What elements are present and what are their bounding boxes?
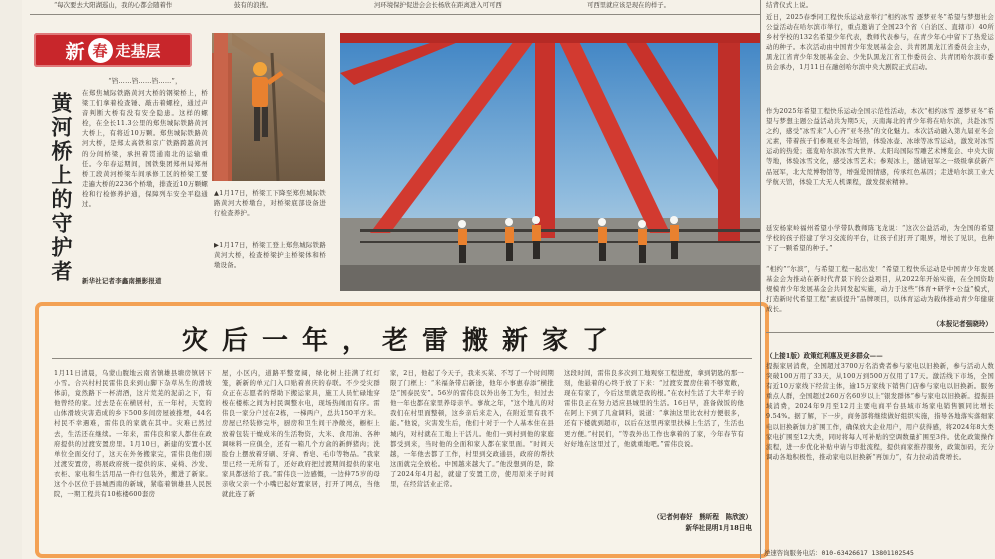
photo-caption-1: ▲1月17日，桥梁工下降至郑焦城际铁路黄河大桥墩台，对桥梁底部设备进行检查养护。 — [214, 189, 326, 218]
right-section-divider — [766, 332, 994, 333]
right-para-4: “相约”“尔滨”，与希望工程一起出发！”希望工程快乐运动是中国青少年发展基金会为推动在新时代背景下的公益项目，从2022年开始实施，在全国资助规模青少年发展基金会共同发起实施，动力于这些“体育+研学+公益”模式，打造新时代希望工程“素质提升”品牌项目，以体育运动为载体推动青少年健康成长。 — [766, 265, 994, 314]
photo-caption-2: ▶1月17日，桥梁工登上郑焦城际铁路黄河大桥，检查桥梁护主桥梁体和桥墩设备。 — [214, 241, 326, 270]
footer-service-line: 逆速咨询服务电话：010-63426617 13801102545 — [764, 549, 914, 557]
main-headline: 灾后一年，老雷搬新家了 — [181, 326, 622, 356]
headline-divider — [52, 358, 752, 359]
story-col-3: 家，2日，他起了今天子，我来买菜、不写了一个时间期限了门框上：“米福条带启新途，他年小事惠春添”横批是“国泰民安”。56岁的雷伟良以外出务工为生，但过去他一年也都在家里养母亲羊。事故之年，“这个地儿的对我们在村里面整顿，这乡亲后来走入，在附近里有我不能。”他说，灾害发生后，他们十对于一个人基本住在县城内，对村就在工地上干活儿。他们一到村到他的家庭都受到来，当时他的全面和家人都在家里面。“时间天越，一年他去都了工作，村里到交政通县，政府的帮扶这面就完全放松。中国越来越大了。”他没想到的是，除了2024年4月起，就建了安置工房，使用原来子时间里，在经营活业正常。 — [390, 369, 554, 489]
right-column-rule — [760, 0, 761, 559]
feature-vertical-title: 黄河桥上的守护者 — [49, 92, 74, 284]
new-spring-banner — [34, 33, 192, 67]
right-para-2: 作为2025年希望工程快乐运动全国示范性活动，本次“相约冰雪 逐梦亚冬”希望与梦想主题公益活动共为期5天，天南海北的青少年将在哈尔滨，共赴冰雪之约，感受“冰雪来”人心齐“亚冬热”的文化魅力。本次活动融入第九届亚冬会元素，带着孩子们参观亚冬会场馆，体验冰壶、冰球等冰雪运动，激发对冰雪运动的热爱；逛览哈尔滨冰雪大世界、太阳岛国际雪雕艺术博览会、中央大街等地，体验冰雪文化，感受冰雪艺术；参观冰上，邀请冠军之一级级拿获新产品冠军，北大荒博物馆等，增强爱国情感，传承红色基因；走进哈尔滨工业大学航天馆，体验工大无人机课程，激发探索精神。 — [766, 107, 994, 186]
top-strip-col1: “每次要去大阳湖巡山，我的心都会随着作 — [54, 1, 173, 9]
right-top-line: 结背仪式上说。 — [766, 1, 813, 9]
right-para-1: 近日，2025春季同工程快乐运动意举行“相约冰雪 逐梦亚冬”希望与梦想社会公益活动在哈尔滨市举行，重点邀请了全国23个省（自治区、直辖市）40所乡村学校的132名希望少年代表，教师代表参与，在青少年心中留下了热爱运动的种子。本次活动由中国青少年发展基金会、共青团黑龙江省委员会主办，黑龙江省青少年发展基金会、少先队黑龙江省工作委员会、共青团哈尔滨市委员会承办，1月11日在融创哈尔滨中央大剧院正式启动。 — [766, 13, 994, 72]
red-bridge-photo — [340, 33, 760, 291]
top-strip-col4: 可西里就应该是现在的样子。 — [587, 1, 671, 9]
top-divider — [30, 14, 760, 15]
top-strip-col2: 鼓有的浪搜。 — [234, 1, 273, 9]
right-credit: （本报记者强晓玲） — [932, 320, 992, 328]
bridge-worker-photo — [212, 33, 325, 181]
newspaper-page — [22, 0, 995, 559]
feature-credit: 新华社记者李鑫南摄影报道 — [82, 277, 162, 285]
banner-char-chun: 春 — [88, 38, 113, 63]
story-col-1: 1月11日清晨，乌蒙山腹地云南省镇雄县塘房镇居下小雪。合兴村村民雷伟良来到山脚下杂草丛生的滑坡体前，竟然路下一杯清酒，这片荒芜的泥前之下，有他曾经的家。过去是在在横居村，五一年村，天宽的山体滑坡灾害造成的乡下500多间房屋被推埋，44名村民不幸遇难，雷伟良的家就在其中。灾难已然过去，生活还在继续。一年来，雷伟良和家人都住在政府提供的过渡安置房里。1月10日，新建的安置小区单位全面交付了，这天在外务搬家完，雷伟良他们别过渡安置房，将展政府统一提供的床、桌椅、沙发、衣柜、家电和生活用品一件行包装外，搬进了新家。这个小区位于县城西南的新城，紧临着镇雄县人民医院，一期工程共有10栋楼600套房 — [54, 369, 212, 499]
banner-char-xin: 新 — [65, 40, 85, 63]
feature-body: 在郑焦城际铁路黄河大桥的钢梁桥上，桥梁工们拿着检查锤、敲击着螺栓，通过声音判断大桥有没有安全隐患。这样的螺栓，在全长11.3公里的郑焦城际铁路黄河大桥上，有将近10万颗。郑焦城际铁路黄河大桥，是郑太高铁和京广铁路跨越黄河的分间桥梁，承担着贯通南北的运输重任。今年春运期间，国铁集团郑州局郑州桥工段黄河桥梁车间承修工区的桥梁工要走遍大桥的2236个桥墩，排查近10万颗螺栓和行检修养护通，保障列车安全平稳通过。 — [82, 89, 208, 209]
right-lower-body: 提振家居消费，全国超过3700万名消费者参与家电以旧换新，参与活动人数突破100万用了33天，从100万到500万仅用了17天。激活线下市场，全国有近10万家线下经营主体，逾15万家线下销售门店参与家电以旧换新。服务重点人群，全国超过260万名60岁以上“银发群体”参与家电以旧换新。提振县域消费，2024年9月至12月主要电商平台县域市场家电销售额同比增长9.54%。据了解，下一步，商务部将继续做好组织实施，指导各地落实落细家电以旧换新加力扩围工作，确保放大企业用户，用户获得感，将2024年8大类家电扩围至12大类，同时将每人可补贴的空调数量扩围至3件。优化政策操作流程，进一步优化补贴申请与审批流程，提供商家推荐服务，政策加码，充分调动各地积极性，推动家电以旧换新“再加力”，有力拉动消费增长。 — [766, 362, 994, 461]
right-lower-headline: （上接1版）政策红利惠及更多群众—— — [766, 352, 883, 360]
story-dateline: 新华社昆明1月18日电 — [685, 524, 752, 532]
feature-dots-line: “铛……铛……铛……”， — [108, 77, 182, 85]
story-col-2: 屋，小区内，道路平整宽阔，绿化树上挂满了红灯笼，新新的单元门入口贴着喜庆的春联。不少受灾群众正在志愿者的帮助下搬运家具，施工人员忙碌地穿梭在楼栋之间为村民调整水电，现场热闹而有序。雷伟良一家分户过在2栋，一梯两户，总共150平方米。房屋已经装修完毕，厨房和卫生间干净敞亮，橱柜上放着包装干燥成米的生活物资，大米、食用油、各种调味料一应俱全，还有一箱几个方盒的新鲜猪肉；洗脸台上摆放着牙刷、牙膏、香皂、毛巾等物品。“我家里已经一无所有了，还好政府把过渡期间提供的家电家具都送给了我。”雷伟良一边感慨，一边伸75岁的母亲收父亲一个小嘴巴起好置家居，打开了网点，当他就此连了新 — [222, 369, 380, 499]
top-strip-col3: 河环境保护促进会会长杨欣在距离进入可可西 — [374, 1, 502, 9]
banner-text: 走基层 — [115, 41, 161, 60]
right-para-3: 延安杨家岭福州希望小学带队教师陈飞龙说：“这次公益活动，为全国的希望学校的孩子搭建了学习交流的平台，让孩子们打开了眼界，增长了见识，也种下了一颗希望的种子。” — [766, 224, 994, 253]
story-reporters: （记者何春好 熊昕程 陈欣波） — [653, 513, 752, 521]
story-col-4: 这段时间，雷伟良多次到工地观察工程进度，拿到钥匙的那一刻，他悬着的心终于放了下来：“过渡安置房住着不够宽敞，现在有家了，今后这里就是我的根。”在农村生活了大半辈子的雷伟良正在努力适应县城里的生活。16日早，准备做饭的他在阿上下到了几盒调料，说道：“拿油这里比农村方便很多，还有下楼就到超市，以后在这里再家里扶梯上生活了，生活也更方便。”村民们，“等我外出工作也拿着的了家，今年春节有好好地在这里过了，他就重地吧。”雷伟良说。 — [564, 369, 744, 448]
